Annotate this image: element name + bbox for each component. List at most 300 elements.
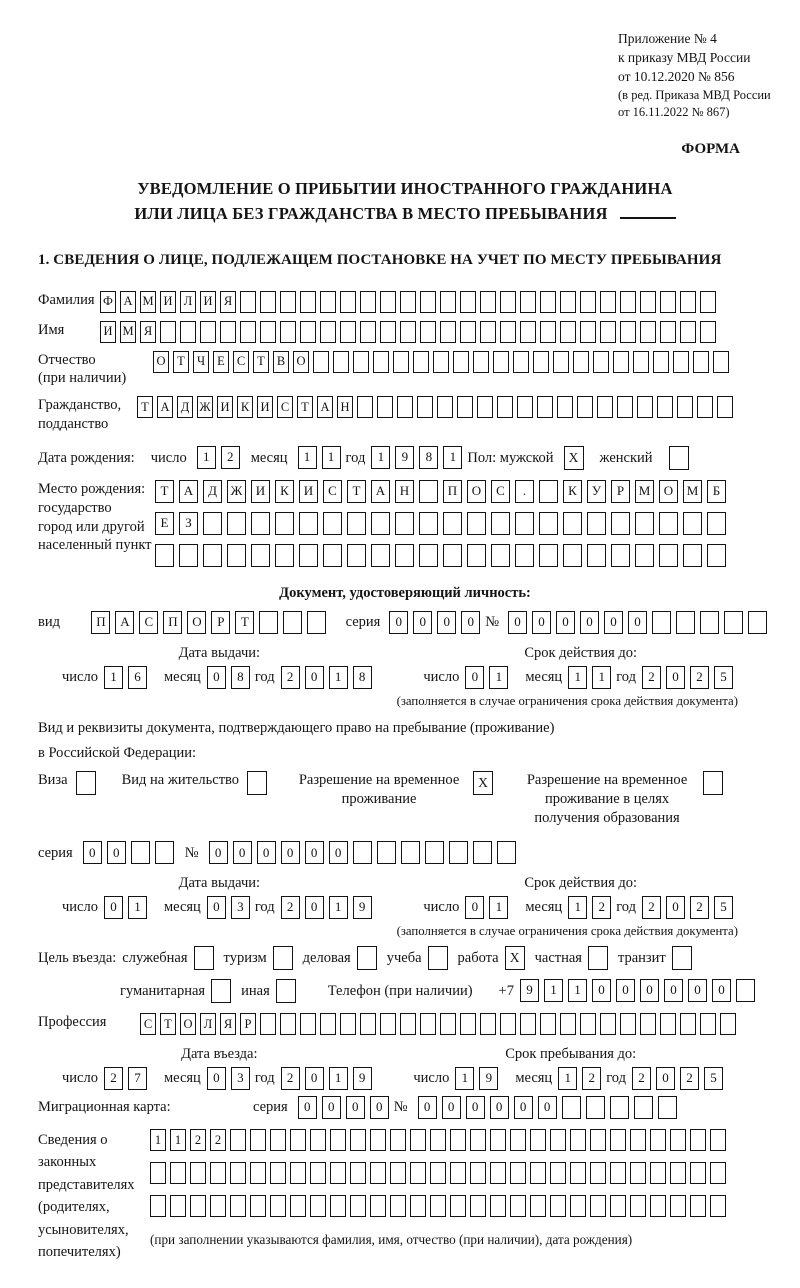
char-cell[interactable]: М: [683, 480, 702, 503]
char-cell[interactable]: [635, 512, 654, 535]
char-cell[interactable]: [700, 321, 716, 343]
char-cell[interactable]: У: [587, 480, 606, 503]
char-cell[interactable]: 0: [104, 896, 123, 919]
char-cell[interactable]: [320, 1013, 336, 1035]
char-cell[interactable]: 0: [466, 1096, 485, 1119]
char-cell[interactable]: [280, 321, 296, 343]
char-cell[interactable]: 1: [489, 666, 508, 689]
char-cell[interactable]: [560, 291, 576, 313]
char-cell[interactable]: Р: [611, 480, 630, 503]
char-cell[interactable]: 8: [231, 666, 250, 689]
char-cell[interactable]: [380, 1013, 396, 1035]
char-cell[interactable]: [203, 544, 222, 567]
char-cell[interactable]: [470, 1195, 486, 1217]
char-cell[interactable]: 0: [83, 841, 102, 864]
char-cell[interactable]: [670, 1129, 686, 1151]
char-cell[interactable]: 0: [207, 896, 226, 919]
char-cell[interactable]: И: [200, 291, 216, 313]
char-cell[interactable]: [155, 841, 174, 864]
char-cell[interactable]: [449, 841, 468, 864]
char-cell[interactable]: [677, 396, 693, 418]
char-cell[interactable]: [270, 1162, 286, 1184]
char-cell[interactable]: [600, 321, 616, 343]
char-cell[interactable]: А: [157, 396, 173, 418]
char-cell[interactable]: [539, 480, 558, 503]
char-cell[interactable]: 1: [443, 446, 462, 469]
char-cell[interactable]: 0: [580, 611, 599, 634]
char-cell[interactable]: [377, 841, 396, 864]
char-cell[interactable]: [497, 841, 516, 864]
char-cell[interactable]: [313, 351, 329, 373]
char-cell[interactable]: [657, 396, 673, 418]
char-cell[interactable]: [680, 1013, 696, 1035]
char-cell[interactable]: [433, 351, 449, 373]
purpose-tourism-checkbox[interactable]: [273, 946, 293, 970]
char-cell[interactable]: [371, 544, 390, 567]
char-cell[interactable]: [690, 1129, 706, 1151]
char-cell[interactable]: [357, 396, 373, 418]
char-cell[interactable]: [323, 544, 342, 567]
char-cell[interactable]: [748, 611, 767, 634]
char-cell[interactable]: [630, 1162, 646, 1184]
char-cell[interactable]: [553, 351, 569, 373]
char-cell[interactable]: [491, 544, 510, 567]
char-cell[interactable]: [307, 611, 326, 634]
char-cell[interactable]: 5: [704, 1067, 723, 1090]
char-cell[interactable]: [425, 841, 444, 864]
char-cell[interactable]: 0: [628, 611, 647, 634]
char-cell[interactable]: [333, 351, 349, 373]
char-cell[interactable]: [563, 544, 582, 567]
char-cell[interactable]: 1: [329, 1067, 348, 1090]
char-cell[interactable]: [630, 1195, 646, 1217]
char-cell[interactable]: [550, 1162, 566, 1184]
char-cell[interactable]: Д: [203, 480, 222, 503]
char-cell[interactable]: [320, 291, 336, 313]
char-cell[interactable]: 0: [305, 896, 324, 919]
char-cell[interactable]: [480, 1013, 496, 1035]
char-cell[interactable]: [397, 396, 413, 418]
char-cell[interactable]: 8: [353, 666, 372, 689]
char-cell[interactable]: [467, 512, 486, 535]
char-cell[interactable]: [360, 1013, 376, 1035]
char-cell[interactable]: И: [251, 480, 270, 503]
char-cell[interactable]: 2: [104, 1067, 123, 1090]
char-cell[interactable]: Т: [297, 396, 313, 418]
char-cell[interactable]: [490, 1195, 506, 1217]
char-cell[interactable]: А: [371, 480, 390, 503]
char-cell[interactable]: [371, 512, 390, 535]
char-cell[interactable]: [520, 321, 536, 343]
char-cell[interactable]: 9: [353, 1067, 372, 1090]
char-cell[interactable]: Т: [173, 351, 189, 373]
char-cell[interactable]: [203, 512, 222, 535]
char-cell[interactable]: О: [467, 480, 486, 503]
char-cell[interactable]: Б: [707, 480, 726, 503]
char-cell[interactable]: Р: [240, 1013, 256, 1035]
char-cell[interactable]: И: [100, 321, 116, 343]
char-cell[interactable]: 0: [656, 1067, 675, 1090]
char-cell[interactable]: [515, 544, 534, 567]
char-cell[interactable]: [460, 321, 476, 343]
char-cell[interactable]: [190, 1162, 206, 1184]
char-cell[interactable]: [610, 1129, 626, 1151]
char-cell[interactable]: [443, 512, 462, 535]
char-cell[interactable]: [400, 321, 416, 343]
char-cell[interactable]: [560, 321, 576, 343]
char-cell[interactable]: [557, 396, 573, 418]
char-cell[interactable]: [280, 291, 296, 313]
char-cell[interactable]: 0: [418, 1096, 437, 1119]
char-cell[interactable]: [653, 351, 669, 373]
char-cell[interactable]: [180, 321, 196, 343]
char-cell[interactable]: [240, 291, 256, 313]
char-cell[interactable]: [539, 544, 558, 567]
char-cell[interactable]: [611, 544, 630, 567]
char-cell[interactable]: [275, 544, 294, 567]
char-cell[interactable]: 1: [197, 446, 216, 469]
char-cell[interactable]: А: [317, 396, 333, 418]
char-cell[interactable]: [300, 291, 316, 313]
char-cell[interactable]: [515, 512, 534, 535]
char-cell[interactable]: [652, 611, 671, 634]
char-cell[interactable]: Т: [155, 480, 174, 503]
char-cell[interactable]: [380, 321, 396, 343]
char-cell[interactable]: [350, 1195, 366, 1217]
char-cell[interactable]: [290, 1195, 306, 1217]
char-cell[interactable]: 1: [455, 1067, 474, 1090]
char-cell[interactable]: [480, 291, 496, 313]
char-cell[interactable]: Д: [177, 396, 193, 418]
char-cell[interactable]: [697, 396, 713, 418]
char-cell[interactable]: [310, 1129, 326, 1151]
char-cell[interactable]: [390, 1195, 406, 1217]
char-cell[interactable]: [560, 1013, 576, 1035]
char-cell[interactable]: [401, 841, 420, 864]
purpose-humanitarian-checkbox[interactable]: [211, 979, 231, 1003]
char-cell[interactable]: 0: [389, 611, 408, 634]
char-cell[interactable]: 0: [514, 1096, 533, 1119]
char-cell[interactable]: И: [160, 291, 176, 313]
char-cell[interactable]: [450, 1195, 466, 1217]
char-cell[interactable]: [520, 1013, 536, 1035]
char-cell[interactable]: [400, 291, 416, 313]
char-cell[interactable]: [586, 1096, 605, 1119]
char-cell[interactable]: [283, 611, 302, 634]
char-cell[interactable]: [587, 512, 606, 535]
char-cell[interactable]: [590, 1129, 606, 1151]
char-cell[interactable]: О: [180, 1013, 196, 1035]
char-cell[interactable]: [670, 1195, 686, 1217]
char-cell[interactable]: [683, 512, 702, 535]
char-cell[interactable]: [310, 1162, 326, 1184]
char-cell[interactable]: [530, 1129, 546, 1151]
char-cell[interactable]: [370, 1195, 386, 1217]
char-cell[interactable]: [353, 841, 372, 864]
purpose-other-checkbox[interactable]: [276, 979, 296, 1003]
char-cell[interactable]: 0: [281, 841, 300, 864]
char-cell[interactable]: [537, 396, 553, 418]
char-cell[interactable]: [430, 1129, 446, 1151]
char-cell[interactable]: 0: [592, 979, 611, 1002]
char-cell[interactable]: [717, 396, 733, 418]
char-cell[interactable]: 0: [666, 666, 685, 689]
char-cell[interactable]: [340, 1013, 356, 1035]
char-cell[interactable]: [660, 291, 676, 313]
char-cell[interactable]: [490, 1162, 506, 1184]
char-cell[interactable]: 2: [632, 1067, 651, 1090]
char-cell[interactable]: [227, 512, 246, 535]
char-cell[interactable]: [700, 1013, 716, 1035]
char-cell[interactable]: [600, 291, 616, 313]
char-cell[interactable]: [570, 1162, 586, 1184]
char-cell[interactable]: 2: [210, 1129, 226, 1151]
char-cell[interactable]: 2: [680, 1067, 699, 1090]
char-cell[interactable]: 1: [170, 1129, 186, 1151]
char-cell[interactable]: 0: [209, 841, 228, 864]
char-cell[interactable]: Т: [253, 351, 269, 373]
char-cell[interactable]: О: [293, 351, 309, 373]
char-cell[interactable]: [700, 611, 719, 634]
char-cell[interactable]: 1: [150, 1129, 166, 1151]
char-cell[interactable]: [540, 291, 556, 313]
char-cell[interactable]: [250, 1195, 266, 1217]
char-cell[interactable]: .: [515, 480, 534, 503]
char-cell[interactable]: [470, 1162, 486, 1184]
char-cell[interactable]: [275, 512, 294, 535]
char-cell[interactable]: Ч: [193, 351, 209, 373]
char-cell[interactable]: [290, 1162, 306, 1184]
char-cell[interactable]: [413, 351, 429, 373]
char-cell[interactable]: 0: [329, 841, 348, 864]
char-cell[interactable]: 9: [520, 979, 539, 1002]
char-cell[interactable]: [650, 1129, 666, 1151]
char-cell[interactable]: [150, 1162, 166, 1184]
char-cell[interactable]: [690, 1162, 706, 1184]
char-cell[interactable]: [540, 1013, 556, 1035]
char-cell[interactable]: 0: [233, 841, 252, 864]
char-cell[interactable]: М: [120, 321, 136, 343]
char-cell[interactable]: [660, 1013, 676, 1035]
char-cell[interactable]: [270, 1129, 286, 1151]
char-cell[interactable]: 1: [558, 1067, 577, 1090]
char-cell[interactable]: [350, 1162, 366, 1184]
char-cell[interactable]: [635, 544, 654, 567]
char-cell[interactable]: 0: [305, 666, 324, 689]
char-cell[interactable]: [493, 351, 509, 373]
char-cell[interactable]: 0: [461, 611, 480, 634]
char-cell[interactable]: А: [115, 611, 134, 634]
char-cell[interactable]: [340, 321, 356, 343]
char-cell[interactable]: [460, 291, 476, 313]
char-cell[interactable]: [410, 1162, 426, 1184]
char-cell[interactable]: Я: [140, 321, 156, 343]
char-cell[interactable]: 2: [592, 896, 611, 919]
char-cell[interactable]: [251, 512, 270, 535]
char-cell[interactable]: [613, 351, 629, 373]
char-cell[interactable]: 0: [305, 841, 324, 864]
purpose-private-checkbox[interactable]: [588, 946, 608, 970]
char-cell[interactable]: [593, 351, 609, 373]
char-cell[interactable]: 0: [437, 611, 456, 634]
char-cell[interactable]: [395, 544, 414, 567]
char-cell[interactable]: [480, 321, 496, 343]
char-cell[interactable]: 2: [281, 1067, 300, 1090]
char-cell[interactable]: Т: [235, 611, 254, 634]
char-cell[interactable]: [420, 291, 436, 313]
char-cell[interactable]: [640, 1013, 656, 1035]
char-cell[interactable]: 0: [305, 1067, 324, 1090]
purpose-study-checkbox[interactable]: [428, 946, 448, 970]
char-cell[interactable]: 1: [104, 666, 123, 689]
char-cell[interactable]: П: [163, 611, 182, 634]
char-cell[interactable]: 1: [298, 446, 317, 469]
char-cell[interactable]: [200, 321, 216, 343]
char-cell[interactable]: Е: [213, 351, 229, 373]
char-cell[interactable]: [710, 1162, 726, 1184]
char-cell[interactable]: [430, 1195, 446, 1217]
char-cell[interactable]: 9: [353, 896, 372, 919]
char-cell[interactable]: [190, 1195, 206, 1217]
char-cell[interactable]: [453, 351, 469, 373]
char-cell[interactable]: Т: [347, 480, 366, 503]
char-cell[interactable]: [353, 351, 369, 373]
char-cell[interactable]: 0: [538, 1096, 557, 1119]
char-cell[interactable]: [690, 1195, 706, 1217]
char-cell[interactable]: [473, 351, 489, 373]
char-cell[interactable]: [570, 1195, 586, 1217]
char-cell[interactable]: [577, 396, 593, 418]
char-cell[interactable]: [437, 396, 453, 418]
char-cell[interactable]: 2: [642, 896, 661, 919]
char-cell[interactable]: С: [491, 480, 510, 503]
char-cell[interactable]: 0: [346, 1096, 365, 1119]
char-cell[interactable]: 1: [329, 896, 348, 919]
char-cell[interactable]: [299, 512, 318, 535]
char-cell[interactable]: [676, 611, 695, 634]
char-cell[interactable]: [707, 512, 726, 535]
char-cell[interactable]: [473, 841, 492, 864]
char-cell[interactable]: 0: [465, 896, 484, 919]
char-cell[interactable]: О: [153, 351, 169, 373]
char-cell[interactable]: 2: [582, 1067, 601, 1090]
char-cell[interactable]: [673, 351, 689, 373]
char-cell[interactable]: [540, 321, 556, 343]
char-cell[interactable]: [477, 396, 493, 418]
char-cell[interactable]: [640, 291, 656, 313]
char-cell[interactable]: [587, 544, 606, 567]
char-cell[interactable]: [370, 1129, 386, 1151]
char-cell[interactable]: П: [443, 480, 462, 503]
char-cell[interactable]: [580, 291, 596, 313]
char-cell[interactable]: 0: [688, 979, 707, 1002]
char-cell[interactable]: 2: [281, 666, 300, 689]
char-cell[interactable]: [640, 321, 656, 343]
char-cell[interactable]: [620, 1013, 636, 1035]
char-cell[interactable]: 0: [322, 1096, 341, 1119]
char-cell[interactable]: С: [139, 611, 158, 634]
char-cell[interactable]: З: [179, 512, 198, 535]
char-cell[interactable]: [670, 1162, 686, 1184]
char-cell[interactable]: [562, 1096, 581, 1119]
char-cell[interactable]: [240, 321, 256, 343]
char-cell[interactable]: Е: [155, 512, 174, 535]
char-cell[interactable]: 0: [532, 611, 551, 634]
char-cell[interactable]: Л: [180, 291, 196, 313]
purpose-business-checkbox[interactable]: [357, 946, 377, 970]
char-cell[interactable]: 0: [442, 1096, 461, 1119]
char-cell[interactable]: [497, 396, 513, 418]
char-cell[interactable]: [420, 1013, 436, 1035]
char-cell[interactable]: 0: [640, 979, 659, 1002]
char-cell[interactable]: [510, 1195, 526, 1217]
char-cell[interactable]: К: [275, 480, 294, 503]
char-cell[interactable]: 0: [413, 611, 432, 634]
char-cell[interactable]: [420, 321, 436, 343]
char-cell[interactable]: [230, 1195, 246, 1217]
char-cell[interactable]: О: [659, 480, 678, 503]
char-cell[interactable]: [419, 480, 438, 503]
char-cell[interactable]: [260, 291, 276, 313]
char-cell[interactable]: А: [179, 480, 198, 503]
char-cell[interactable]: 2: [190, 1129, 206, 1151]
char-cell[interactable]: 6: [128, 666, 147, 689]
char-cell[interactable]: [530, 1162, 546, 1184]
char-cell[interactable]: [470, 1129, 486, 1151]
char-cell[interactable]: [610, 1195, 626, 1217]
char-cell[interactable]: [299, 544, 318, 567]
char-cell[interactable]: [170, 1162, 186, 1184]
char-cell[interactable]: 9: [479, 1067, 498, 1090]
char-cell[interactable]: [260, 1013, 276, 1035]
char-cell[interactable]: [550, 1195, 566, 1217]
char-cell[interactable]: 2: [221, 446, 240, 469]
char-cell[interactable]: [634, 1096, 653, 1119]
char-cell[interactable]: О: [187, 611, 206, 634]
char-cell[interactable]: [390, 1162, 406, 1184]
char-cell[interactable]: [680, 291, 696, 313]
char-cell[interactable]: 2: [690, 666, 709, 689]
temp-residence-education-checkbox[interactable]: [703, 771, 723, 795]
char-cell[interactable]: 8: [419, 446, 438, 469]
char-cell[interactable]: 1: [489, 896, 508, 919]
char-cell[interactable]: [580, 1013, 596, 1035]
char-cell[interactable]: [720, 1013, 736, 1035]
char-cell[interactable]: [170, 1195, 186, 1217]
char-cell[interactable]: [227, 544, 246, 567]
char-cell[interactable]: [250, 1162, 266, 1184]
char-cell[interactable]: Ж: [197, 396, 213, 418]
char-cell[interactable]: [380, 291, 396, 313]
char-cell[interactable]: 2: [281, 896, 300, 919]
char-cell[interactable]: 0: [604, 611, 623, 634]
char-cell[interactable]: [630, 1129, 646, 1151]
char-cell[interactable]: [347, 544, 366, 567]
char-cell[interactable]: [610, 1096, 629, 1119]
char-cell[interactable]: М: [635, 480, 654, 503]
char-cell[interactable]: [570, 1129, 586, 1151]
char-cell[interactable]: 0: [298, 1096, 317, 1119]
char-cell[interactable]: [510, 1162, 526, 1184]
char-cell[interactable]: [500, 1013, 516, 1035]
char-cell[interactable]: [460, 1013, 476, 1035]
char-cell[interactable]: [467, 544, 486, 567]
char-cell[interactable]: А: [120, 291, 136, 313]
char-cell[interactable]: [330, 1162, 346, 1184]
char-cell[interactable]: 0: [490, 1096, 509, 1119]
char-cell[interactable]: 1: [322, 446, 341, 469]
char-cell[interactable]: Н: [337, 396, 353, 418]
